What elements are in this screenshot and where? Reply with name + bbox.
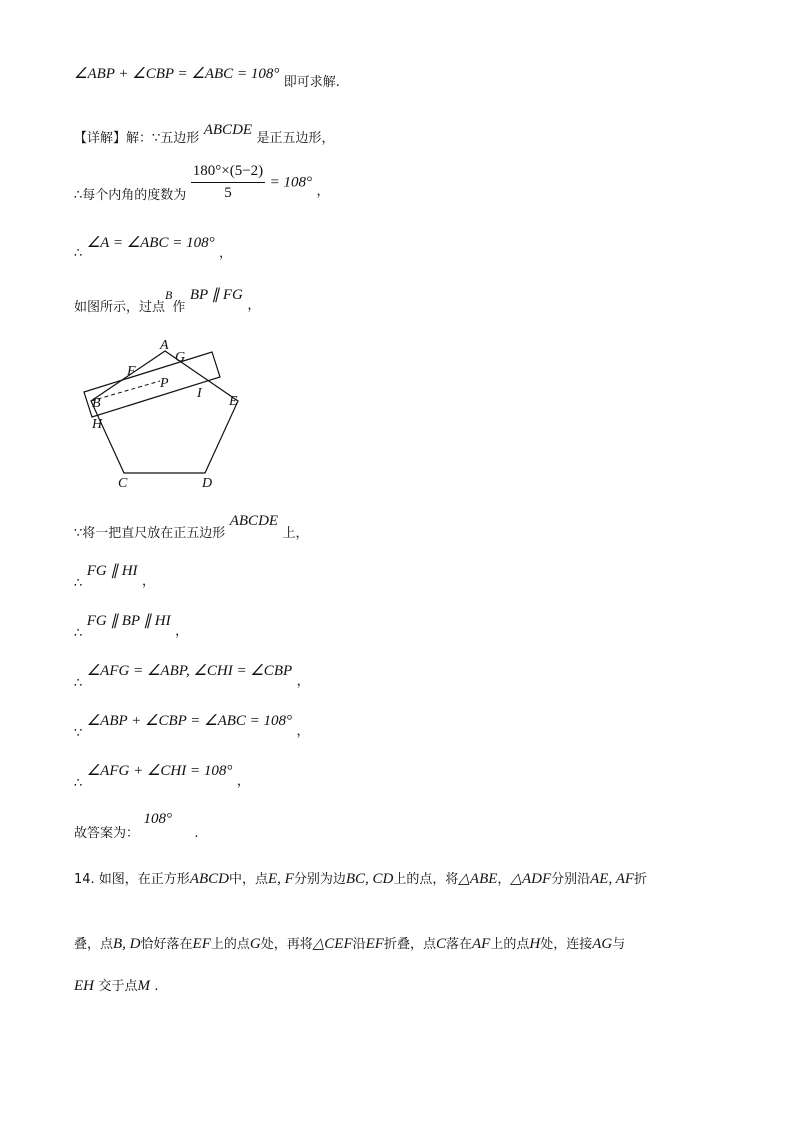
math-expression: BP ∥ FG bbox=[189, 287, 243, 303]
label-p: P bbox=[160, 376, 169, 391]
therefore-symbol: ∴ bbox=[74, 246, 83, 261]
text: 折叠，点 bbox=[383, 937, 436, 952]
math-term: △ADF bbox=[510, 871, 552, 887]
label-f: F bbox=[127, 364, 136, 379]
text: 即可求解. bbox=[283, 75, 340, 90]
text: ， bbox=[316, 183, 330, 199]
text: 作 bbox=[172, 300, 186, 315]
label-b: B bbox=[92, 396, 101, 411]
solution-line-10 bbox=[74, 710, 310, 741]
pentagon-shape bbox=[91, 351, 238, 473]
detail-label: 【详解】解：∵五边形 bbox=[74, 131, 200, 146]
solution-line-7 bbox=[74, 560, 156, 591]
text: ， bbox=[236, 774, 250, 789]
math-expression: ∠AFG = ∠ABP, ∠CHI = ∠CBP bbox=[86, 663, 293, 679]
text: 分别为边 bbox=[293, 872, 346, 887]
problem-14-line-3 bbox=[74, 975, 159, 995]
dashed-line-bp bbox=[91, 381, 160, 401]
math-expression: FG ∥ BP ∥ HI bbox=[86, 613, 171, 629]
text: ， bbox=[497, 872, 511, 887]
math-expression: ∠AFG + ∠CHI = 108° bbox=[86, 763, 233, 779]
solution-line-3 bbox=[74, 163, 329, 202]
text: ， bbox=[247, 298, 261, 313]
math-term: ABCD bbox=[189, 871, 229, 887]
label-d: D bbox=[202, 476, 213, 491]
math-term: H bbox=[529, 936, 541, 952]
math-expression: ABCDE bbox=[203, 122, 253, 138]
math-term: M bbox=[137, 978, 150, 994]
text: . bbox=[194, 826, 199, 841]
text: 中，点 bbox=[228, 872, 268, 887]
text: 上的点 bbox=[210, 937, 250, 952]
solution-line-11 bbox=[74, 760, 250, 791]
text: ∵将一把直尺放在正五边形 bbox=[74, 526, 226, 541]
solution-line-5 bbox=[74, 284, 261, 315]
label-e: E bbox=[229, 394, 238, 409]
math-expression: = 108° bbox=[269, 174, 312, 191]
text: 如图所示，过点 bbox=[74, 300, 166, 315]
math-term: C bbox=[435, 936, 446, 952]
math-term: △ABE bbox=[458, 871, 498, 887]
solution-line-4 bbox=[74, 232, 233, 261]
text: ， bbox=[296, 674, 310, 689]
label-i: I bbox=[197, 386, 202, 401]
label-h: H bbox=[92, 417, 103, 432]
math-expression: ∠A = ∠ABC = 108° bbox=[86, 235, 215, 251]
fraction-denominator: 5 bbox=[224, 185, 232, 201]
solution-line-9 bbox=[74, 660, 310, 691]
text: 叠，点 bbox=[74, 937, 114, 952]
math-term: AG bbox=[592, 936, 613, 952]
math-term: G bbox=[249, 936, 261, 952]
therefore-symbol: ∴ bbox=[74, 776, 83, 791]
math-expression: ∠ABP + ∠CBP = ∠ABC = 108° bbox=[74, 66, 280, 82]
text: 处，再将 bbox=[260, 937, 313, 952]
text: 与 bbox=[612, 937, 626, 952]
math-point: B bbox=[165, 288, 173, 302]
therefore-symbol: ∴ bbox=[74, 626, 83, 641]
math-expression: FG ∥ HI bbox=[86, 563, 138, 579]
math-term: B, D bbox=[113, 936, 141, 952]
text: 处，连接 bbox=[540, 937, 593, 952]
text: 落在 bbox=[445, 937, 472, 952]
math-expression: ∠ABP + ∠CBP = ∠ABC = 108° bbox=[86, 713, 293, 729]
text: 上的点 bbox=[490, 937, 530, 952]
solution-line-6 bbox=[74, 510, 309, 541]
problem-14-line-2 bbox=[74, 933, 625, 953]
text: 交于点 bbox=[98, 979, 138, 994]
math-term: EF bbox=[365, 936, 384, 952]
text: 沿 bbox=[352, 937, 366, 952]
math-term: AE, AF bbox=[590, 871, 635, 887]
math-term: E, F bbox=[268, 871, 294, 887]
text: 上的点，将 bbox=[393, 872, 459, 887]
label-g: G bbox=[175, 350, 186, 365]
solution-line-8 bbox=[74, 610, 189, 641]
label-a: A bbox=[160, 338, 169, 353]
text: 是正五边形， bbox=[256, 131, 335, 146]
text: ， bbox=[142, 574, 156, 589]
math-expression: ABCDE bbox=[229, 513, 279, 529]
math-term: EF bbox=[192, 936, 211, 952]
math-term: △CEF bbox=[312, 936, 353, 952]
fraction bbox=[191, 163, 265, 202]
answer-value: 108° bbox=[143, 811, 172, 827]
text: ， bbox=[219, 246, 233, 261]
math-term: BC, CD bbox=[345, 871, 394, 887]
text: 折 bbox=[634, 872, 648, 887]
answer-line bbox=[74, 808, 199, 841]
answer-label: 故答案为： bbox=[74, 826, 140, 841]
solution-line-1 bbox=[74, 63, 340, 90]
text: . bbox=[154, 979, 159, 994]
fraction-numerator: 180°×(5−2) bbox=[191, 163, 265, 183]
math-term: AF bbox=[472, 936, 491, 952]
text: ， bbox=[175, 624, 189, 639]
text: 分别沿 bbox=[551, 872, 591, 887]
therefore-symbol: ∴ bbox=[74, 676, 83, 691]
text: 恰好落在 bbox=[140, 937, 193, 952]
problem-number-text: 14. 如图，在正方形 bbox=[74, 872, 190, 887]
math-term: EH bbox=[74, 978, 94, 994]
ruler-shape bbox=[84, 352, 220, 417]
therefore-symbol: ∴ bbox=[74, 576, 83, 591]
label-c: C bbox=[118, 476, 128, 491]
problem-14-line-1 bbox=[74, 868, 647, 888]
text: 上， bbox=[282, 526, 309, 541]
text: ， bbox=[296, 724, 310, 739]
because-symbol: ∵ bbox=[74, 726, 83, 741]
solution-line-2 bbox=[74, 119, 335, 146]
text: ∴每个内角的度数为 bbox=[74, 187, 187, 203]
pentagon-ruler-figure bbox=[74, 335, 274, 495]
